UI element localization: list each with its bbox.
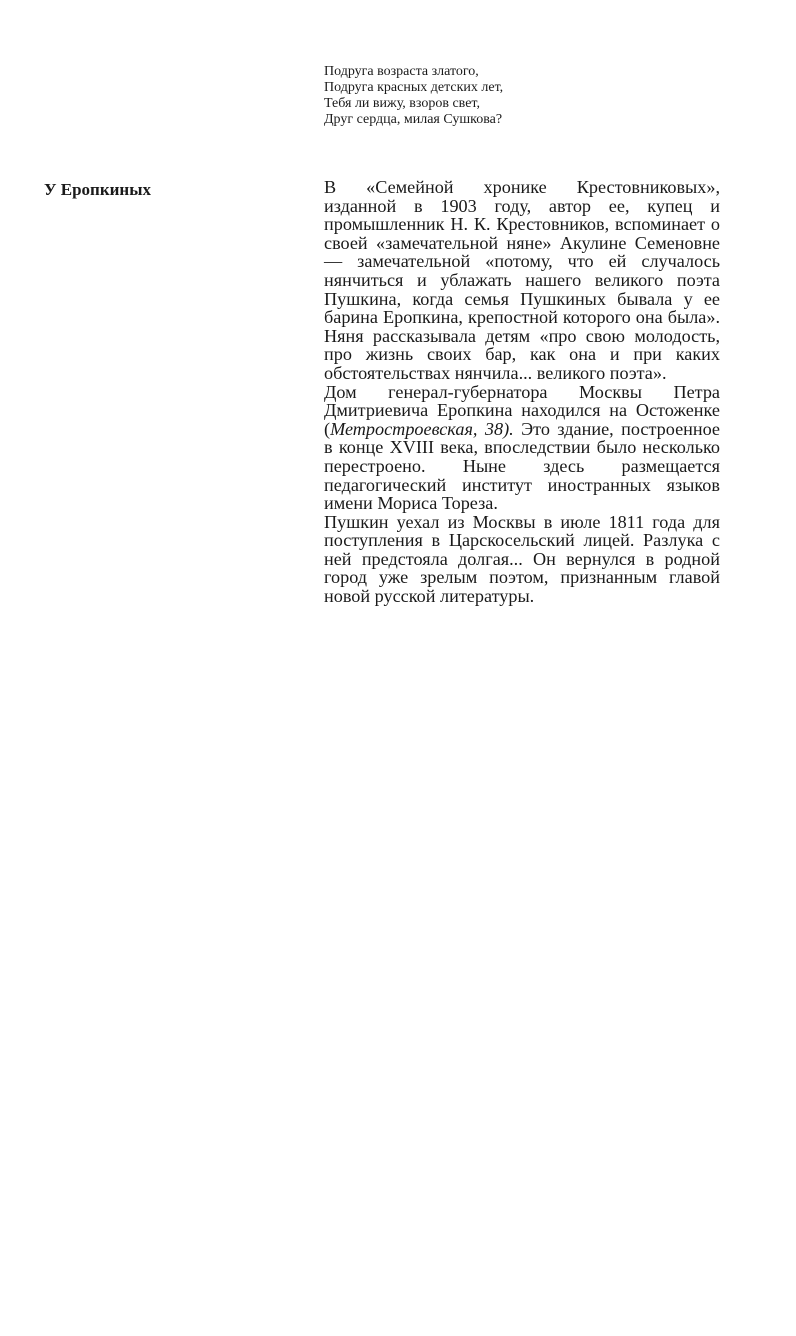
address-italic: Метростроевская, 38). <box>330 418 514 439</box>
paragraph-chronicle: В «Семейной хронике Крестовниковых», изданной в 1903 году, автор ее, купец и промышленник Н. К. Крестовников, вспоминает о своей «замечательной няне» Акулине Семеновне — замечательной «потому, что ей случалось нянчиться и ублажать нашего великого поэта Пушкина, когда семья Пушкиных бывала у ее барина Еропкина, крепостной которого она была». Няня рассказывала детям «про свою молодость, про жизнь своих бар, как она и при каких обстоятельствах нянчила... великого поэта». <box>324 177 720 383</box>
main-text <box>324 178 720 606</box>
epigraph-line: Подруга красных детских лет, <box>324 80 504 95</box>
epigraph-line: Друг сердца, милая Сушкова? <box>324 112 503 127</box>
paragraph-house-text-1: Дом генерал-губернатора Москвы Петра Дмитриевича Еропкина находился на Остоженке ( <box>324 381 720 439</box>
epigraph-line: Тебя ли вижу, взоров свет, <box>324 96 480 111</box>
paragraph-house <box>324 383 720 513</box>
epigraph-line: Подруга возраста златого, <box>324 64 479 79</box>
section-heading: У Еропкиных <box>44 180 151 199</box>
paragraph-house-text-2: Это здание, построенное в конце XVIII века, впоследствии было несколько перестроено. Ныне здесь размещается педагогический институт иностранных языков имени Мориса Тореза. <box>324 418 720 514</box>
paragraph-departure: Пушкин уехал из Москвы в июле 1811 года для поступления в Царскосельский лицей. Разлука с ней предстояла долгая... Он вернулся в родной город уже зрелым поэтом, признанным главой новой русской литературы. <box>324 511 720 607</box>
epigraph-poem <box>324 64 624 128</box>
